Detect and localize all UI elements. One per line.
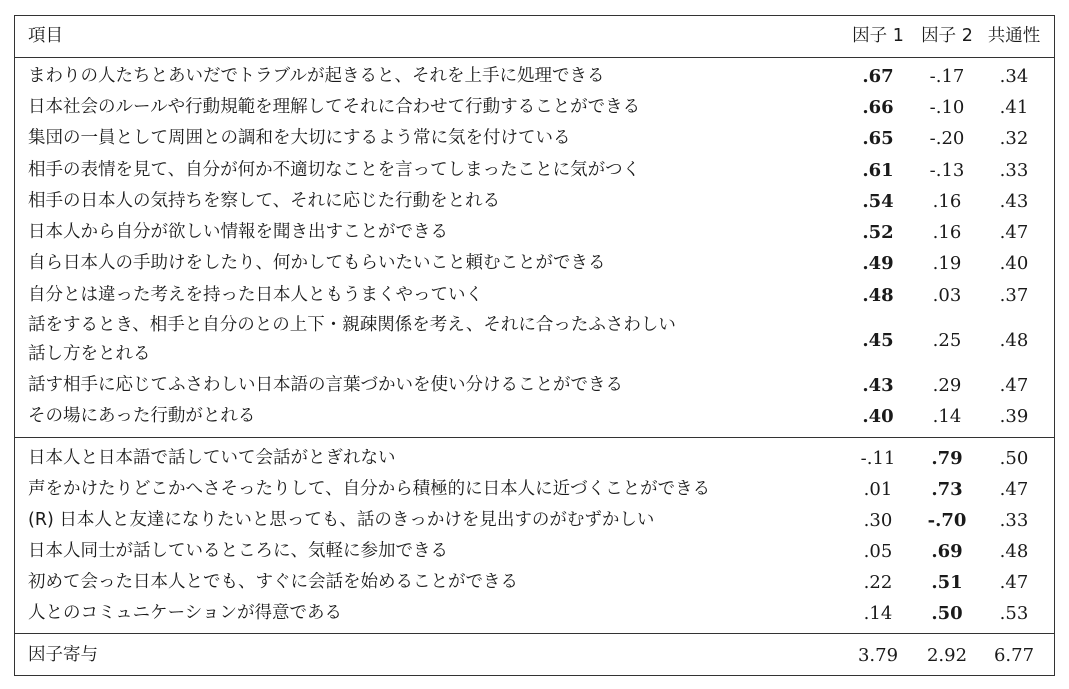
row-f2: .19 bbox=[932, 253, 962, 274]
row-item: 相手の表情を見て、自分が何か不適切なことを言ってしまったことに気がつく bbox=[28, 160, 641, 180]
row-f1: .45 bbox=[862, 330, 894, 351]
row-f1: .40 bbox=[862, 406, 894, 427]
row-f2: .14 bbox=[932, 406, 962, 427]
row-item: 人とのコミュニケーションが得意である bbox=[28, 603, 342, 623]
row-item: 話す相手に応じてふさわしい日本語の言葉づかいを使い分けることができる bbox=[28, 375, 623, 395]
row-h2: .48 bbox=[999, 541, 1029, 562]
row-item: 日本人同士が話しているところに、気軽に参加できる bbox=[28, 541, 448, 561]
row-item: 初めて会った日本人とでも、すぐに会話を始めることができる bbox=[28, 572, 518, 592]
footer-total: 6.77 bbox=[993, 645, 1035, 666]
row-f1: .01 bbox=[863, 479, 893, 500]
row-f2: .50 bbox=[931, 603, 963, 624]
row-h2: .43 bbox=[999, 191, 1029, 212]
row-f1: .65 bbox=[862, 128, 894, 149]
row-f2: .69 bbox=[931, 541, 963, 562]
header-factor2: 因子 2 bbox=[921, 26, 973, 46]
row-item-line2: 話し方をとれる bbox=[28, 344, 151, 364]
row-f1: .66 bbox=[862, 97, 894, 118]
row-f1: .14 bbox=[863, 603, 893, 624]
row-h2: .47 bbox=[999, 222, 1029, 243]
footer-f2: 2.92 bbox=[926, 645, 968, 666]
row-h2: .32 bbox=[999, 128, 1029, 149]
table-row bbox=[14, 123, 1055, 154]
header-factor1: 因子 1 bbox=[852, 26, 904, 46]
row-f2: .29 bbox=[932, 375, 962, 396]
row-item: 集団の一員として周囲との調和を大切にするよう常に気を付けている bbox=[28, 128, 571, 148]
footer-label: 因子寄与 bbox=[28, 645, 98, 665]
table-row bbox=[14, 186, 1055, 217]
row-item: 声をかけたりどこかへさそったりして、自分から積極的に日本人に近づくことができる bbox=[28, 479, 711, 499]
table-row bbox=[14, 248, 1055, 279]
row-h2: .37 bbox=[999, 285, 1029, 306]
row-f2: .16 bbox=[932, 222, 962, 243]
row-f2: .73 bbox=[931, 479, 963, 500]
row-f1: -.11 bbox=[860, 448, 896, 469]
row-f1: .61 bbox=[862, 160, 894, 181]
row-f1: .49 bbox=[862, 253, 894, 274]
header-communality: 共通性 bbox=[987, 26, 1041, 46]
row-f1: .48 bbox=[862, 285, 894, 306]
row-f2: .51 bbox=[931, 572, 963, 593]
row-f2: .79 bbox=[931, 448, 963, 469]
row-h2: .39 bbox=[999, 406, 1029, 427]
table-row bbox=[14, 505, 1055, 536]
row-f1: .05 bbox=[863, 541, 893, 562]
row-item: 自ら日本人の手助けをしたり、何かしてもらいたいこと頼むことができる bbox=[28, 253, 606, 273]
row-h2: .50 bbox=[999, 448, 1029, 469]
row-f2: -.17 bbox=[929, 66, 965, 87]
row-f2: -.13 bbox=[929, 160, 965, 181]
table-row bbox=[14, 370, 1055, 401]
row-h2: .33 bbox=[999, 510, 1029, 531]
table-row bbox=[14, 280, 1055, 311]
table-row bbox=[14, 443, 1055, 474]
row-f2: .16 bbox=[932, 191, 962, 212]
row-item: (R) 日本人と友達になりたいと思っても、話のきっかけを見出すのがむずかしい bbox=[28, 510, 655, 530]
row-item: 相手の日本人の気持ちを察して、それに応じた行動をとれる bbox=[28, 191, 501, 211]
row-f1: .67 bbox=[862, 66, 894, 87]
footer-divider bbox=[14, 633, 1055, 634]
header-divider bbox=[14, 57, 1055, 58]
row-item: 日本社会のルールや行動規範を理解してそれに合わせて行動することができる bbox=[28, 97, 641, 117]
row-f1: .43 bbox=[862, 375, 894, 396]
row-item: 自分とは違った考えを持った日本人ともうまくやっていく bbox=[28, 285, 483, 305]
section-divider bbox=[14, 437, 1055, 438]
row-f2: -.70 bbox=[927, 510, 967, 531]
row-h2: .41 bbox=[999, 97, 1029, 118]
row-f2: .03 bbox=[932, 285, 962, 306]
row-h2: .53 bbox=[999, 603, 1029, 624]
table-row bbox=[14, 567, 1055, 598]
row-f1: .54 bbox=[862, 191, 894, 212]
table-row bbox=[14, 536, 1055, 567]
header-item: 項目 bbox=[28, 26, 63, 46]
row-item: 日本人と日本語で話していて会話がとぎれない bbox=[28, 448, 396, 468]
table-row bbox=[14, 311, 1055, 371]
row-f1: .22 bbox=[863, 572, 893, 593]
row-h2: .34 bbox=[999, 66, 1029, 87]
table-row bbox=[14, 474, 1055, 505]
row-h2: .47 bbox=[999, 572, 1029, 593]
table-footer bbox=[14, 640, 1055, 671]
table-header bbox=[14, 21, 1055, 52]
table-row bbox=[14, 217, 1055, 248]
row-h2: .40 bbox=[999, 253, 1029, 274]
row-f1: .30 bbox=[863, 510, 893, 531]
footer-f1: 3.79 bbox=[857, 645, 899, 666]
table-row bbox=[14, 598, 1055, 629]
row-item: その場にあった行動がとれる bbox=[28, 406, 256, 426]
table-row bbox=[14, 401, 1055, 432]
row-f2: -.20 bbox=[929, 128, 965, 149]
table-row bbox=[14, 155, 1055, 186]
row-h2: .47 bbox=[999, 375, 1029, 396]
row-item: まわりの人たちとあいだでトラブルが起きると、それを上手に処理できる bbox=[28, 66, 605, 86]
table-row bbox=[14, 92, 1055, 123]
row-h2: .33 bbox=[999, 160, 1029, 181]
row-h2: .48 bbox=[999, 330, 1029, 351]
row-f2: -.10 bbox=[929, 97, 965, 118]
row-f1: .52 bbox=[862, 222, 894, 243]
row-item bbox=[28, 311, 843, 371]
row-h2: .47 bbox=[999, 479, 1029, 500]
row-f2: .25 bbox=[932, 330, 962, 351]
table-row bbox=[14, 61, 1055, 92]
row-item-line1: 話をするとき、相手と自分のとの上下・親疎関係を考え、それに合ったふさわしい bbox=[28, 315, 676, 335]
row-item: 日本人から自分が欲しい情報を聞き出すことができる bbox=[28, 222, 448, 242]
